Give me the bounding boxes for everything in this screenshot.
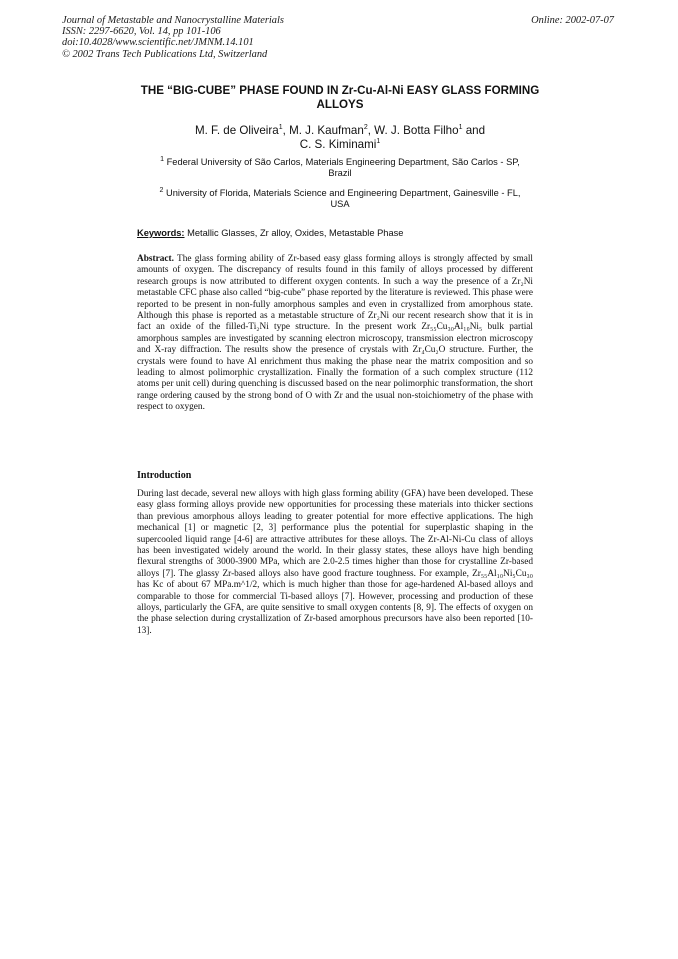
- issn-line: ISSN: 2297-6620, Vol. 14, pp 101-106: [62, 26, 221, 38]
- journal-name: Journal of Metastable and Nanocrystalline Materials: [62, 15, 284, 26]
- abstract-text: The glass forming ability of Zr-based easy glass forming alloys is strongly affected by small amounts of oxygen. The discrepancy of results found in this family of alloys processed by different research groups is now attributed to different oxygen contents. In such a way the presence of a Zr₂Ni metastable CFC phase also called “big-cube” phase reported by the literature is reviewed. This phase were reported to be present in non-fully amorphous samples and even in crystallized from amorphous state. Although this phase is reported as a metastable structure of Zr₂Ni our recent research show that it is in fact an oxide of the filled-Ti₂Ni type structure. In the present work Zr₅₅Cu₃₀Al₁₀Ni₅ bulk partial amorphous samples are investigated by scanning electron microscopy, transmission electron microscopy and X-ray diffraction. The results show the presence of crystals with Zr₄Cu₂O structure. Further, the crystals were found to have Al enrichment thus making the phase near the matrix composition and so leading to almost polimorphic crystallization. Finally the formation of a such complex structure (112 atoms per unit cell) during quenching is discussed based on the near polimorphic transformation, the short range ordering caused by the strong bond of O with Zr and the usual non-stoichiometry of the phase with respect to oxygen.: [137, 254, 534, 413]
- paper-title: THE “BIG-CUBE” PHASE FOUND IN Zr-Cu-Al-Ni EASY GLASS FORMING ALLOYS: [140, 84, 540, 111]
- affiliation-number: 1: [160, 155, 165, 163]
- keywords-line: [137, 228, 403, 238]
- journal-header: [62, 15, 284, 60]
- affiliation-2: [150, 188, 530, 210]
- affiliation-number: 2: [159, 186, 164, 194]
- author-affiliation-mark: 2: [363, 124, 368, 132]
- online-date: Online: 2002-07-07: [531, 15, 614, 26]
- author-separator: and: [462, 124, 486, 137]
- keywords-label: Keywords:: [137, 228, 185, 238]
- section-heading-introduction: Introduction: [137, 470, 192, 481]
- author-list: [130, 124, 550, 152]
- author-separator: ,: [367, 124, 375, 137]
- doi-line: doi:10.4028/www.scientific.net/JMNM.14.101: [62, 37, 254, 49]
- introduction-paragraph: During last decade, several new alloys with high glass forming ability (GFA) have been developed. These easy glass forming alloys provide new opportunities for processing these materials into thicker sections than previous amorphous alloys leading to greater potential for more effective applications. The high mechanical [1] or magnetic [2, 3] performance plus the potential for superplastic shaping in the supercooled liquid range [4-6] are attractive attributes for these alloys. The Zr-Al-Ni-Cu class of alloys has been investigated widely around the world. In their glassy states, these alloys have high bending flexural strengths of 3000-3900 MPa, which are 2.0-2.5 times higher than those for crystalline Zr-based alloys [7]. The glassy Zr-based alloys also have good fracture toughness. For example, Zr₅₅Al₁₀Ni₅Cu₃₀ has Kc of about 67 MPa.m^1/2, which is much higher than those for age-hardened Al-based alloys and comparable to those for commercial Ti-based alloys [7]. However, processing and production of these alloys, particularly the GFA, are quite sensitive to small oxygen contents [8, 9]. The effects of oxygen on the phase selection during crystallization of Zr-based amorphous precursors have also been reported [10-13].: [137, 489, 533, 636]
- author-affiliation-mark: 1: [278, 124, 283, 132]
- author-separator: ,: [282, 124, 290, 137]
- author-name: M. J. Kaufman: [289, 124, 364, 137]
- author-affiliation-mark: 1: [376, 138, 381, 146]
- affiliation-text: Federal University of São Carlos, Materials Engineering Department, São Carlos - SP, Brazil: [166, 157, 520, 178]
- author-name: M. F. de Oliveira: [194, 124, 279, 137]
- author-name: C. S. Kiminami: [299, 138, 377, 151]
- copyright-line: © 2002 Trans Tech Publications Ltd, Switzerland: [62, 48, 268, 60]
- author-name: W. J. Botta Filho: [374, 124, 459, 137]
- affiliation-1: [150, 157, 530, 179]
- author-affiliation-mark: 1: [458, 124, 463, 132]
- abstract-label: Abstract.: [137, 254, 174, 264]
- abstract-paragraph: [137, 254, 533, 414]
- affiliation-text: University of Florida, Materials Science and Engineering Department, Gainesville - FL, USA: [166, 188, 521, 209]
- keywords-text: Metallic Glasses, Zr alloy, Oxides, Metastable Phase: [187, 228, 404, 238]
